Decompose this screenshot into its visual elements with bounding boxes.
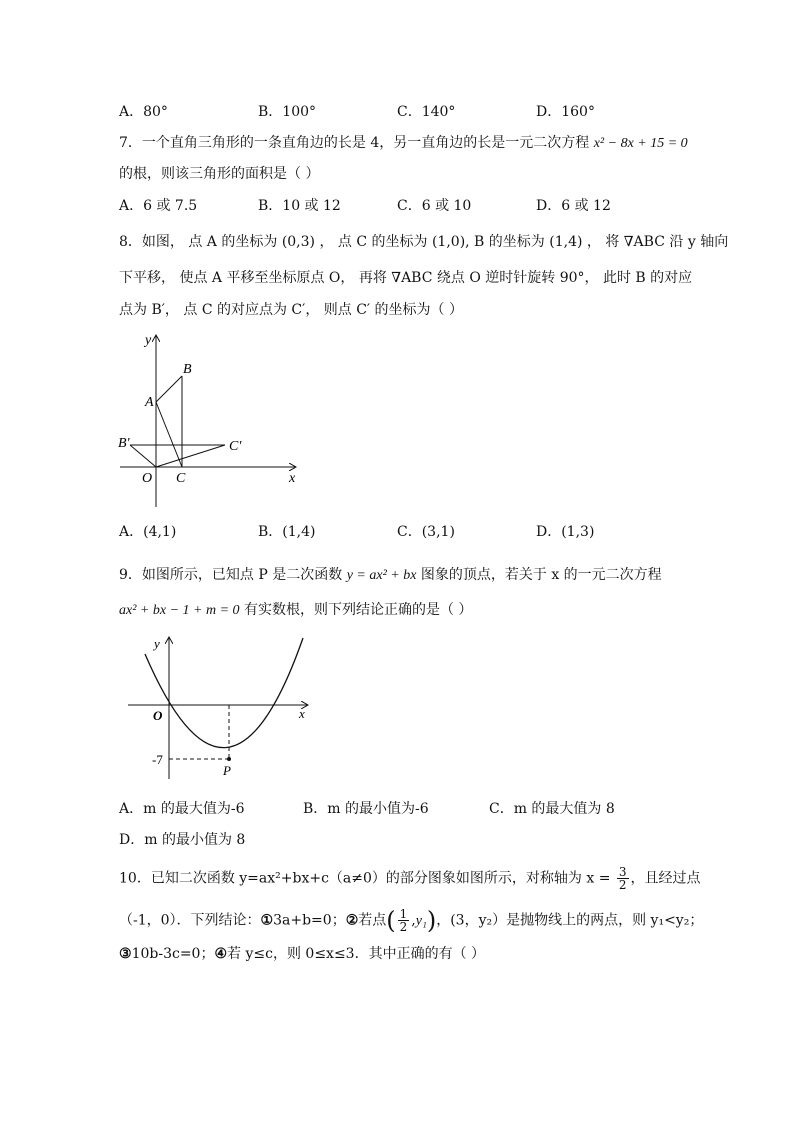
q9-option-a: A．m 的最大值为-6 bbox=[119, 801, 245, 817]
q10-point-num: 1 bbox=[399, 907, 408, 921]
q10-marker-1: ① bbox=[260, 912, 274, 929]
q6-option-d: D．160° bbox=[536, 104, 595, 120]
q10-text-g: 10b-3c=0； bbox=[131, 946, 215, 962]
q10-axis-fraction bbox=[617, 866, 629, 891]
q10-paren-close: ) bbox=[426, 906, 437, 935]
q8-label-c: C bbox=[176, 471, 186, 486]
q10-text-a: 10．已知二次函数 y=ax²+bx+c（a≠0）的部分图象如图所示，对称轴为 x = bbox=[119, 870, 611, 887]
q8-stem-line3: 点为 B′， 点 C 的对应点为 C′， 则点 C′ 的坐标为（ ） bbox=[119, 302, 464, 318]
q7-equation: x² − 8x + 15 = 0 bbox=[593, 136, 688, 151]
q8-edge-o-bprime bbox=[130, 445, 156, 467]
q10-text-f: ，(3，y₂）是抛物线上的两点，则 y₁<y₂； bbox=[436, 912, 704, 929]
q8-label-cprime: C′ bbox=[229, 439, 242, 454]
q10-point-fraction bbox=[398, 908, 410, 933]
q7-option-c: C．6 或 10 bbox=[397, 198, 472, 214]
q7-option-a: A．6 或 7.5 bbox=[119, 198, 198, 214]
q7-option-b: B．10 或 12 bbox=[258, 198, 341, 214]
q7-option-d: D．6 或 12 bbox=[536, 198, 611, 214]
q9-text-b: 图象的顶点，若关于 x 的一元二次方程 bbox=[416, 567, 662, 583]
q6-option-a: A．80° bbox=[119, 104, 168, 120]
q8-stem-line1: 8．如图， 点 A 的坐标为 (0,3) ， 点 C 的坐标为 (1,0), B 的坐标为 (1,4) ， 将 ∇ABC 沿 y 轴向 bbox=[119, 234, 729, 250]
q9-figure bbox=[125, 634, 315, 784]
q8-figure bbox=[115, 330, 305, 510]
q10-stem-line1 bbox=[119, 866, 701, 891]
q10-text-e: 若点 bbox=[358, 912, 387, 929]
q8-option-a: A．(4,1) bbox=[119, 524, 177, 540]
q9-vertex-point bbox=[227, 757, 231, 761]
q10-point-y: y₁ bbox=[415, 913, 427, 929]
q10-text-b: ，且经过点 bbox=[630, 870, 701, 887]
q9-equation: ax² + bx − 1 + m = 0 bbox=[119, 603, 240, 618]
q10-axis-den: 2 bbox=[618, 878, 627, 892]
q8-label-b: B bbox=[183, 362, 192, 377]
q8-option-d: D．(1,3) bbox=[536, 524, 595, 540]
q10-text-h: 若 y≤c，则 0≤x≤3．其中正确的有（ ） bbox=[227, 946, 486, 962]
q10-stem-line2: （-1，0）．下列结论：①3a+b=0；②若点( $\frac{1}{2}$ ,y₁)，(3，y₂）是抛物线上的两点，则 y₁<y₂； bbox=[119, 906, 704, 935]
q9-option-d: D．m 的最小值为 8 bbox=[119, 832, 246, 848]
q8-label-bprime: B′ bbox=[118, 436, 130, 451]
q8-edge-ac bbox=[156, 402, 182, 467]
q10-paren-open: ( bbox=[386, 906, 396, 935]
q10-axis-num: 3 bbox=[618, 865, 627, 879]
q9-option-b: B．m 的最小值为-6 bbox=[303, 801, 429, 817]
q9-label-neg7: -7 bbox=[152, 752, 163, 767]
q7-stem-line1 bbox=[119, 133, 688, 154]
q9-label-p: P bbox=[223, 763, 231, 778]
q8-stem-line2: 下平移， 使点 A 平移至坐标原点 O， 再将 ∇ABC 绕点 O 逆时针旋转 90°， 此时 B 的对应 bbox=[119, 270, 693, 286]
q9-label-x: x bbox=[299, 706, 305, 721]
q9-function: y = ax² + bx bbox=[346, 568, 417, 583]
q10-point-den: 2 bbox=[399, 920, 408, 934]
q9-text-a: 9．如图所示，已知点 P 是二次函数 bbox=[119, 567, 347, 583]
q8-label-y: y bbox=[145, 333, 152, 348]
q6-option-c: C．140° bbox=[397, 104, 456, 120]
q9-option-c: C．m 的最大值为 8 bbox=[489, 801, 615, 817]
q10-text-c: （-1，0）．下列结论： bbox=[119, 912, 261, 929]
q7-text: 7．一个直角三角形的一条直角边的长是 4，另一直角边的长是一元二次方程 bbox=[119, 135, 590, 151]
q10-marker-3: ③ bbox=[119, 946, 132, 962]
q7-stem-line2: 的根，则该三角形的面积是（ ） bbox=[119, 166, 320, 182]
q8-edge-ab bbox=[156, 376, 182, 402]
q8-label-x: x bbox=[289, 471, 296, 486]
q9-text-c: 有实数根，则下列结论正确的是（ ） bbox=[239, 602, 473, 618]
q9-label-o: O bbox=[153, 708, 163, 723]
q10-text-d: 3a+b=0； bbox=[273, 912, 346, 929]
q10-stem-line3 bbox=[119, 944, 485, 964]
q8-label-a: A bbox=[145, 395, 154, 410]
q8-option-c: C．(3,1) bbox=[397, 524, 455, 540]
q8-label-o: O bbox=[142, 471, 153, 486]
q6-option-b: B．100° bbox=[258, 104, 317, 120]
q9-stem-line1 bbox=[119, 565, 662, 586]
q8-option-b: B．(1,4) bbox=[258, 524, 316, 540]
q8-edge-o-cprime bbox=[156, 445, 225, 467]
q10-marker-2: ② bbox=[345, 912, 359, 929]
q9-label-y: y bbox=[154, 636, 160, 651]
q10-marker-4: ④ bbox=[214, 946, 228, 962]
q9-stem-line2 bbox=[119, 600, 472, 621]
